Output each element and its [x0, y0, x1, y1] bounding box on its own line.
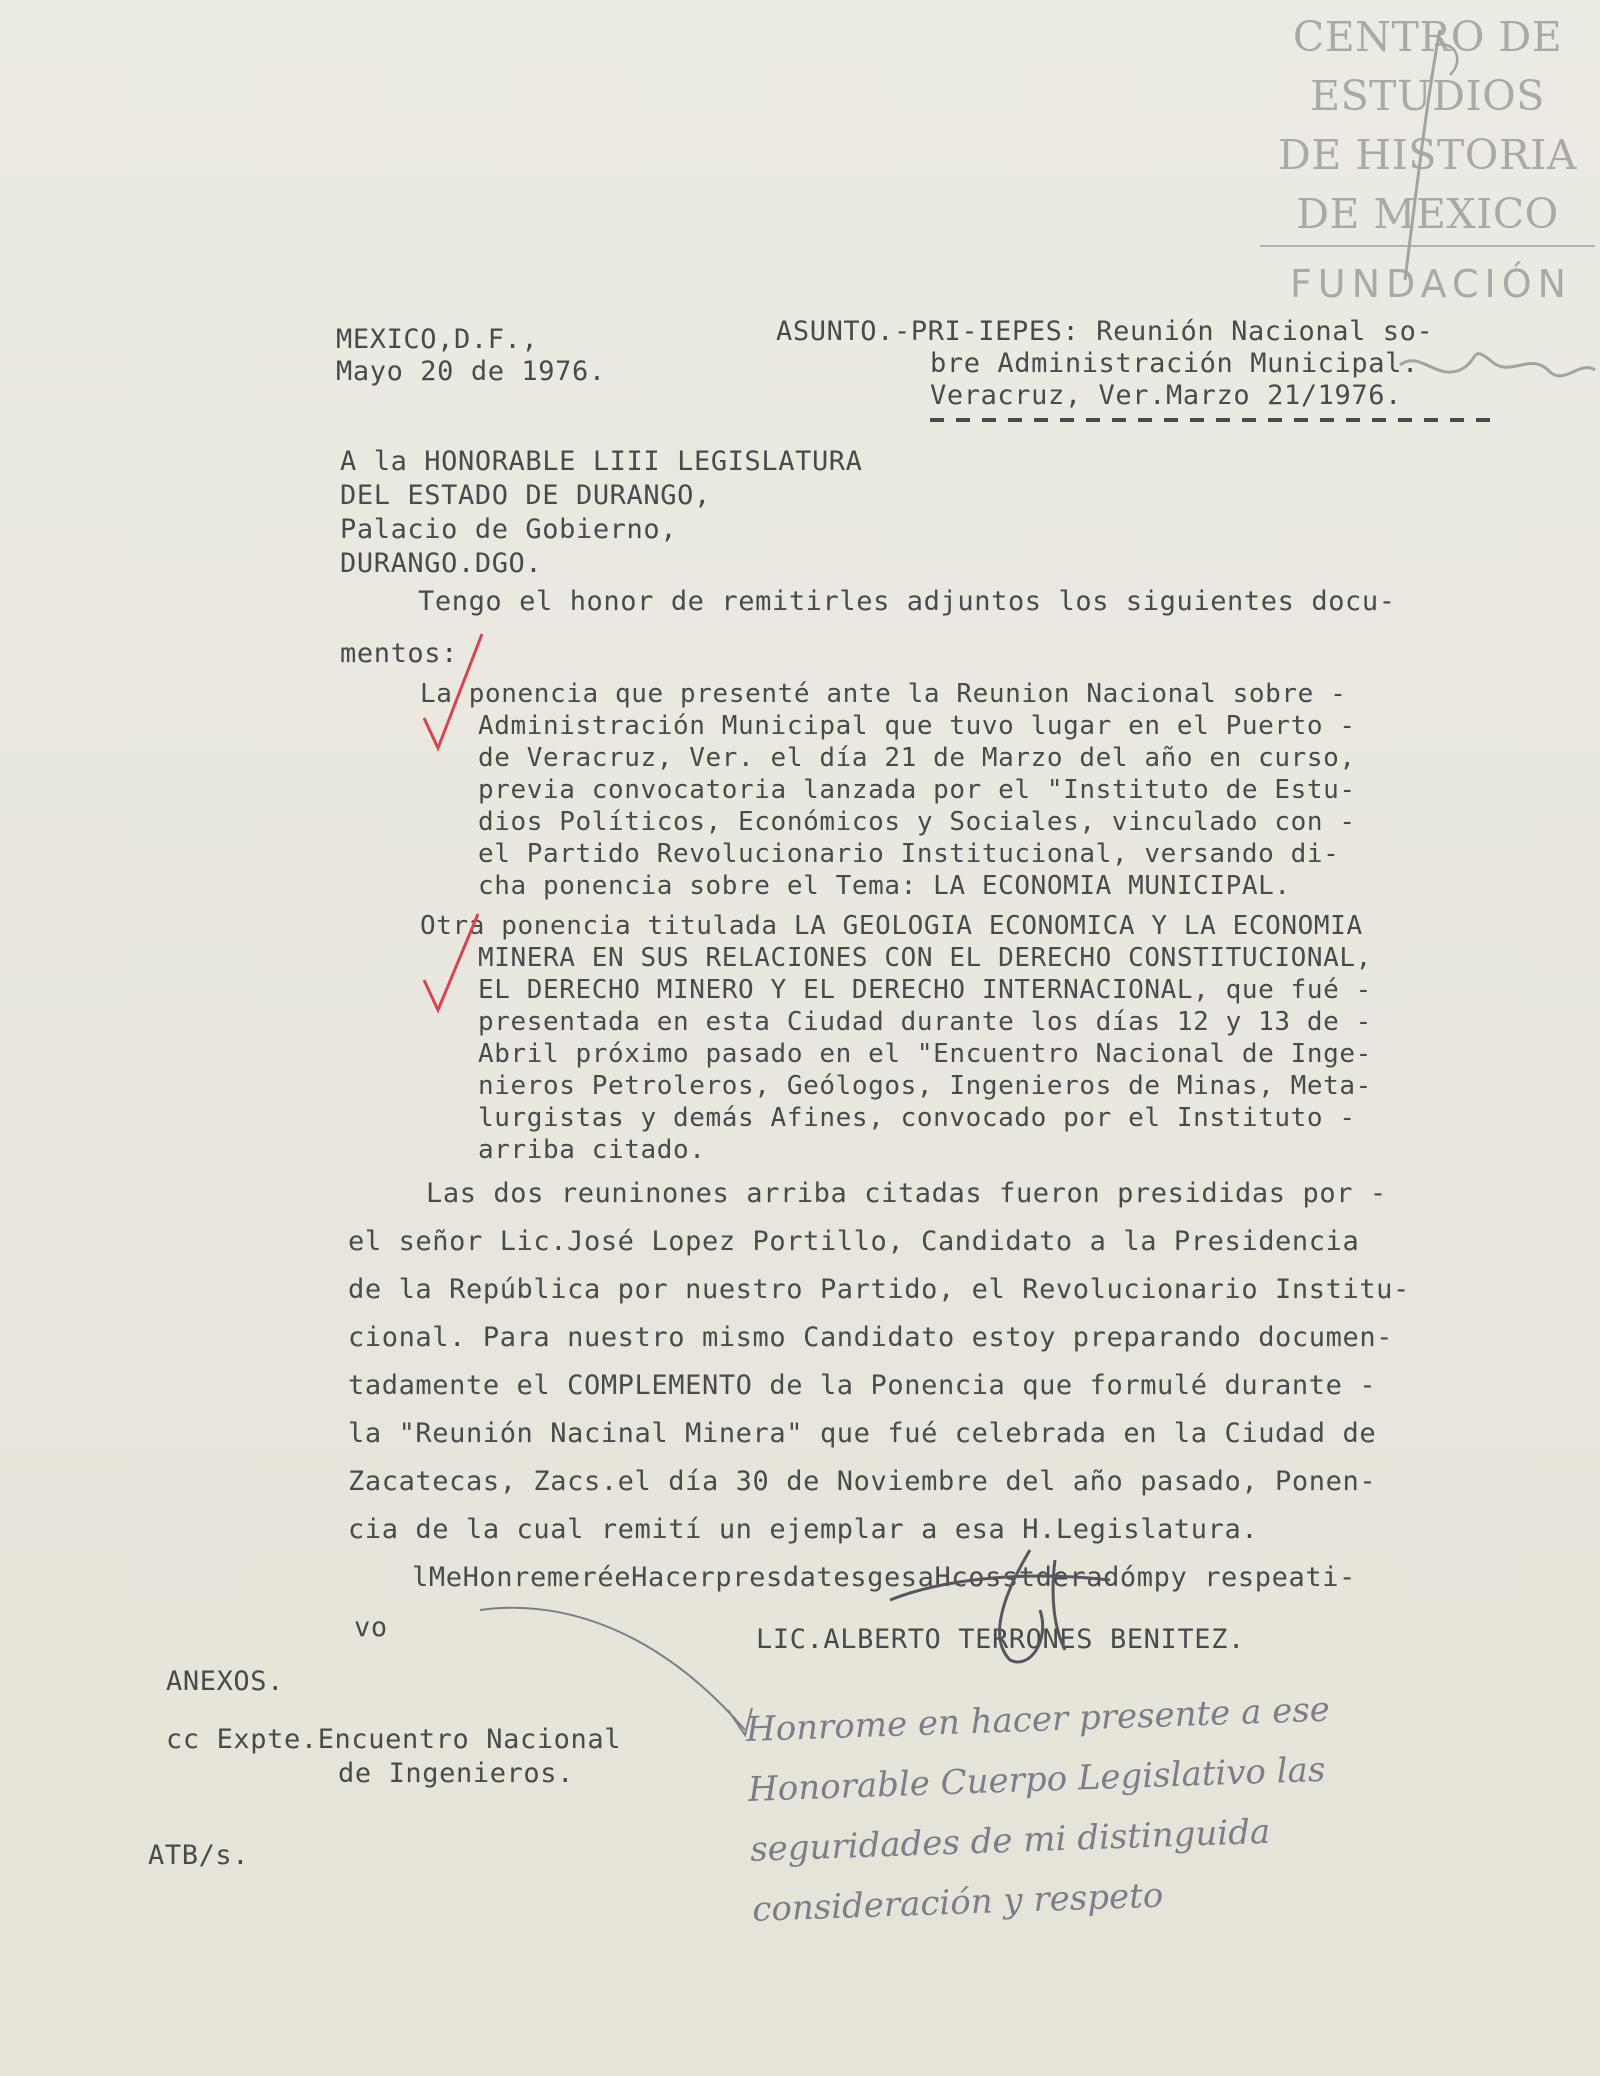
body-line: el señor Lic.José Lopez Portillo, Candidato a la Presidencia: [348, 1226, 1360, 1257]
intro-line: mentos:: [340, 638, 458, 669]
addressee-line: DEL ESTADO DE DURANGO,: [340, 480, 711, 511]
item2-line: MINERA EN SUS RELACIONES CON EL DERECHO CONSTITUCIONAL,: [478, 943, 1372, 973]
item2-line: Otra ponencia titulada LA GEOLOGIA ECONOMICA Y LA ECONOMIA: [420, 911, 1363, 941]
item2-line: nieros Petroleros, Geólogos, Ingenieros de Minas, Meta-: [478, 1071, 1372, 1101]
note-line: seguridades de mi distinguida: [749, 1811, 1271, 1870]
cc-line: de Ingenieros.: [338, 1758, 574, 1789]
closing-overtyped-line: lMeHonremeréeHacerpresdatesgesaHcosstderadómpy respeati-: [412, 1562, 1356, 1593]
item1-line: el Partido Revolucionario Institucional, versando di-: [478, 839, 1340, 869]
body-line: cional. Para nuestro mismo Candidato estoy preparando documen-: [348, 1322, 1394, 1353]
subject-line: bre Administración Municipal.: [930, 348, 1419, 379]
handwritten-signature: [880, 1540, 1140, 1680]
addressee-line: Palacio de Gobierno,: [340, 514, 678, 545]
subject-underline: [930, 410, 1490, 430]
addressee-line: DURANGO.DGO.: [340, 548, 543, 579]
body-line: la "Reunión Nacinal Minera" que fué celebrada en la Ciudad de: [348, 1418, 1377, 1449]
pencil-arrow-icon: [470, 1600, 770, 1750]
item1-line: La ponencia que presenté ante la Reunion Nacional sobre -: [420, 679, 1347, 709]
stamp-line: ESTUDIOS: [1310, 72, 1545, 120]
body-line: de la República por nuestro Partido, el Revolucionario Institu-: [348, 1274, 1410, 1305]
item1-line: cha ponencia sobre el Tema: LA ECONOMIA MUNICIPAL.: [478, 871, 1291, 901]
annexes-label: ANEXOS.: [166, 1666, 284, 1697]
stamp-line: DE HISTORIA: [1277, 131, 1577, 179]
note-line: consideración y respeto: [751, 1875, 1164, 1930]
intro-line: Tengo el honor de remitirles adjuntos los siguientes docu-: [418, 586, 1396, 617]
item2-line: arriba citado.: [478, 1135, 706, 1165]
note-line: Honrome en hacer presente a ese: [745, 1689, 1331, 1750]
item1-line: dios Políticos, Económicos y Sociales, vinculado con -: [478, 807, 1356, 837]
closing-line: vo: [354, 1612, 388, 1643]
item2-line: presentada en esta Ciudad durante los días 12 y 13 de -: [478, 1007, 1372, 1037]
red-check-mark-icon: [420, 630, 490, 760]
signatory-name: LIC.ALBERTO TERRONES BENITEZ.: [756, 1624, 1245, 1655]
body-line: Zacatecas, Zacs.el día 30 de Noviembre del año pasado, Ponen-: [348, 1466, 1377, 1497]
item2-line: EL DERECHO MINERO Y EL DERECHO INTERNACIONAL, que fué -: [478, 975, 1372, 1005]
subject-line: Veracruz, Ver.Marzo 21/1976.: [930, 380, 1402, 411]
red-check-mark-icon: [420, 910, 490, 1020]
body-line: tadamente el COMPLEMENTO de la Ponencia que formulé durante -: [348, 1370, 1377, 1401]
item2-line: Abril próximo pasado en el "Encuentro Nacional de Inge-: [478, 1039, 1372, 1069]
body-line: cia de la cual remití un ejemplar a esa H.Legislatura.: [348, 1514, 1259, 1545]
stamp-line: DE MEXICO: [1296, 190, 1559, 238]
subject-line: ASUNTO.-PRI-IEPES: Reunión Nacional so-: [776, 316, 1434, 347]
body-line: Las dos reuninones arriba citadas fueron presididas por -: [426, 1178, 1387, 1209]
stamp-line: CENTRO DE: [1292, 13, 1563, 61]
date-line: Mayo 20 de 1976.: [336, 356, 606, 387]
item2-line: lurgistas y demás Afines, convocado por el Instituto -: [478, 1103, 1356, 1133]
addressee-line: A la HONORABLE LIII LEGISLATURA: [340, 446, 863, 477]
item1-line: Administración Municipal que tuvo lugar en el Puerto -: [478, 711, 1356, 741]
cc-line: cc Expte.Encuentro Nacional: [166, 1724, 622, 1755]
item1-line: previa convocatoria lanzada por el "Instituto de Estu-: [478, 775, 1356, 805]
handwritten-note: [745, 1673, 1513, 1939]
place-line: MEXICO,D.F.,: [336, 324, 539, 355]
stamp-foundation: FUNDACIÓN: [1289, 262, 1573, 306]
initials: ATB/s.: [148, 1840, 250, 1871]
note-line: Honorable Cuerpo Legislativo las: [747, 1749, 1326, 1810]
item1-line: de Veracruz, Ver. el día 21 de Marzo del año en curso,: [478, 743, 1356, 773]
